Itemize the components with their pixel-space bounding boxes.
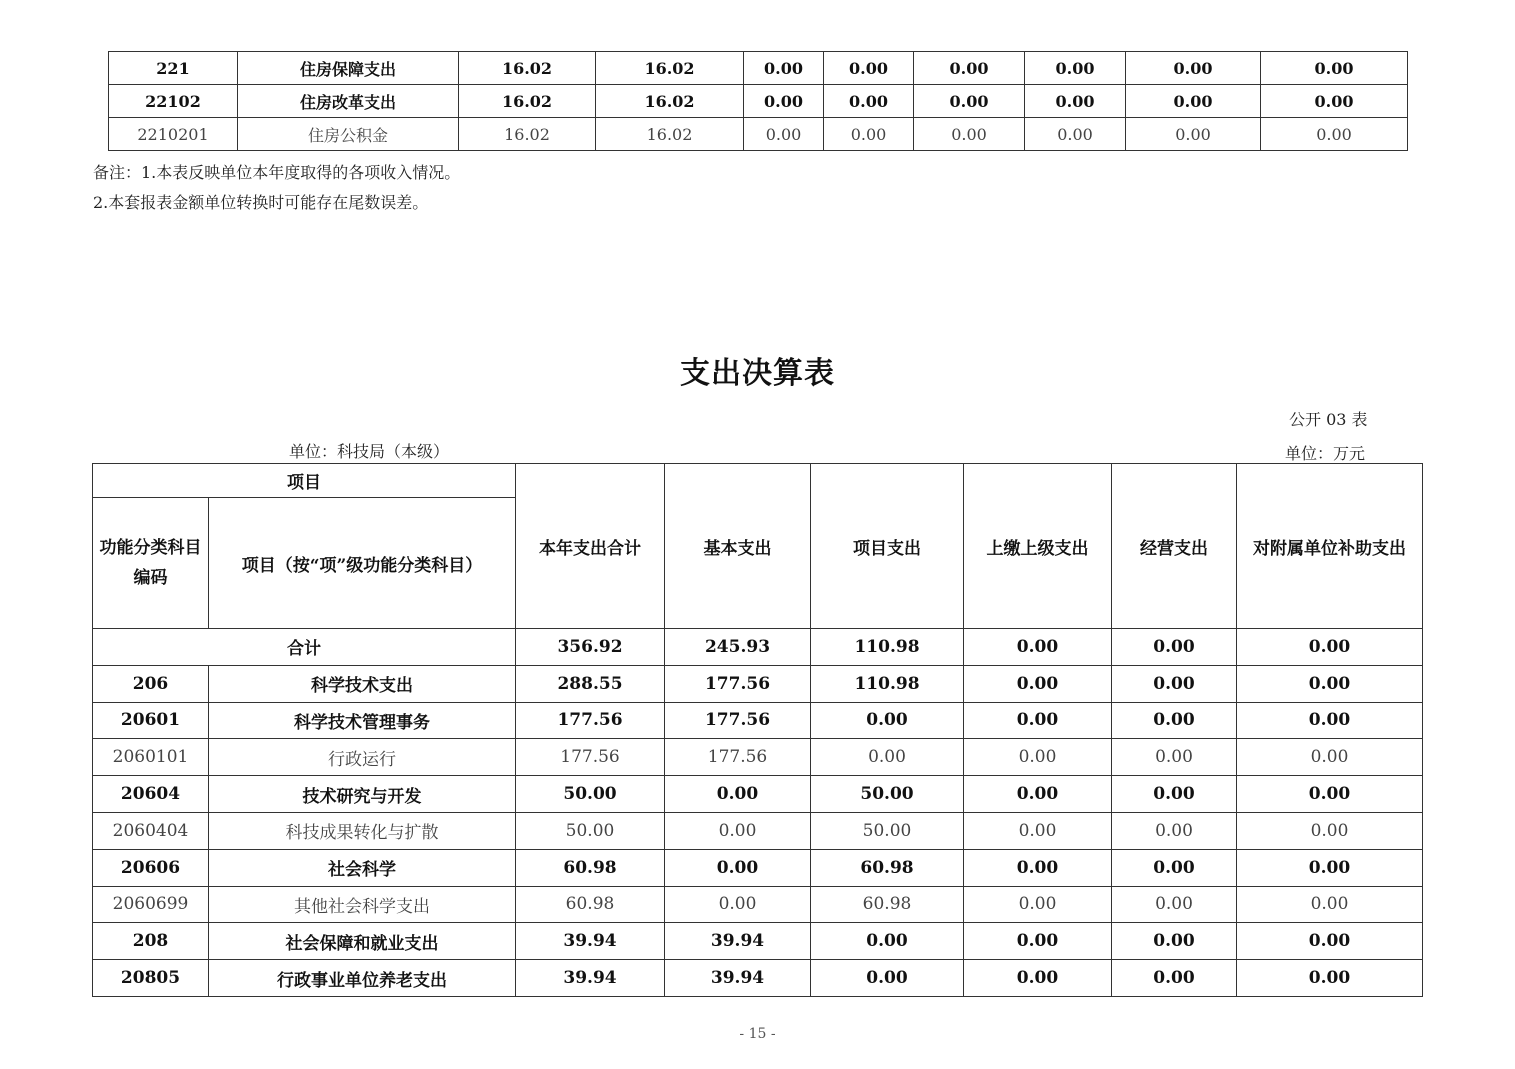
table-cell: 0.00 — [744, 118, 824, 151]
table-cell: 0.00 — [1126, 85, 1261, 118]
row-value: 39.94 — [516, 960, 665, 997]
row-value: 0.00 — [964, 960, 1112, 997]
table-cell: 0.00 — [824, 52, 914, 85]
row-value: 0.00 — [1112, 923, 1237, 960]
row-name: 科学技术支出 — [209, 665, 516, 702]
row-value: 60.98 — [516, 886, 665, 923]
row-value: 0.00 — [1112, 665, 1237, 702]
page-number: - 15 - — [739, 1026, 776, 1042]
note-line-2: 2.本套报表金额单位转换时可能存在尾数误差。 — [93, 193, 429, 212]
table-cell: 住房保障支出 — [238, 52, 459, 85]
table-cell: 221 — [109, 52, 238, 85]
total-value: 0.00 — [1112, 629, 1237, 666]
table-cell: 0.00 — [1025, 85, 1126, 118]
row-code: 208 — [93, 923, 209, 960]
table-cell: 16.02 — [459, 118, 596, 151]
row-code: 20601 — [93, 702, 209, 739]
table-row — [109, 52, 1408, 85]
note-line-1: 备注：1.本表反映单位本年度取得的各项收入情况。 — [93, 163, 461, 182]
row-value: 0.00 — [1112, 849, 1237, 886]
table-cell: 住房公积金 — [238, 118, 459, 151]
row-value: 177.56 — [516, 739, 665, 776]
row-name: 科技成果转化与扩散 — [209, 812, 516, 849]
row-name: 行政运行 — [209, 739, 516, 776]
page-title: 支出决算表 — [680, 356, 835, 391]
header-project: 项目 — [93, 464, 516, 498]
row-value: 0.00 — [1112, 960, 1237, 997]
header-code — [93, 498, 209, 629]
row-value: 0.00 — [1112, 812, 1237, 849]
table-number: 公开 03 表 — [1289, 410, 1368, 429]
row-code: 20805 — [93, 960, 209, 997]
row-value: 0.00 — [964, 886, 1112, 923]
total-row — [93, 629, 1423, 666]
row-value: 177.56 — [665, 665, 811, 702]
row-value: 0.00 — [665, 812, 811, 849]
row-code: 20606 — [93, 849, 209, 886]
row-name: 科学技术管理事务 — [209, 702, 516, 739]
table-cell: 0.00 — [914, 85, 1025, 118]
row-value: 50.00 — [811, 812, 964, 849]
header-col-2: 项目支出 — [811, 464, 964, 629]
row-value: 60.98 — [811, 849, 964, 886]
row-value: 0.00 — [1112, 886, 1237, 923]
row-value: 0.00 — [1237, 849, 1423, 886]
row-value: 0.00 — [964, 812, 1112, 849]
row-value: 50.00 — [811, 776, 964, 813]
row-code: 2060101 — [93, 739, 209, 776]
row-name: 技术研究与开发 — [209, 776, 516, 813]
table-row — [93, 739, 1423, 776]
row-value: 50.00 — [516, 812, 665, 849]
table-row — [93, 665, 1423, 702]
header-col-4: 经营支出 — [1112, 464, 1237, 629]
table-row — [93, 923, 1423, 960]
table-cell: 16.02 — [459, 52, 596, 85]
row-name: 社会保障和就业支出 — [209, 923, 516, 960]
row-value: 0.00 — [665, 849, 811, 886]
row-value: 0.00 — [811, 960, 964, 997]
table-row — [93, 849, 1423, 886]
table-row — [109, 85, 1408, 118]
row-value: 0.00 — [964, 739, 1112, 776]
table-cell: 0.00 — [1261, 118, 1408, 151]
table-cell: 0.00 — [1025, 52, 1126, 85]
table-row — [93, 886, 1423, 923]
row-value: 288.55 — [516, 665, 665, 702]
header-col-5: 对附属单位补助支出 — [1237, 464, 1423, 629]
row-value: 0.00 — [1237, 960, 1423, 997]
table-cell: 0.00 — [914, 52, 1025, 85]
row-code: 2060404 — [93, 812, 209, 849]
total-value: 110.98 — [811, 629, 964, 666]
row-value: 177.56 — [665, 702, 811, 739]
row-value: 0.00 — [1237, 923, 1423, 960]
row-value: 0.00 — [811, 923, 964, 960]
row-value: 0.00 — [1112, 702, 1237, 739]
row-value: 0.00 — [1237, 776, 1423, 813]
row-value: 177.56 — [665, 739, 811, 776]
header-row-1 — [93, 464, 1423, 498]
row-value: 39.94 — [516, 923, 665, 960]
table-cell: 22102 — [109, 85, 238, 118]
row-value: 0.00 — [665, 776, 811, 813]
total-value: 0.00 — [964, 629, 1112, 666]
row-value: 0.00 — [811, 702, 964, 739]
row-name: 行政事业单位养老支出 — [209, 960, 516, 997]
table-cell: 0.00 — [1126, 52, 1261, 85]
row-value: 39.94 — [665, 960, 811, 997]
table-row — [93, 776, 1423, 813]
header-col-0: 本年支出合计 — [516, 464, 665, 629]
header-col-3: 上缴上级支出 — [964, 464, 1112, 629]
row-value: 0.00 — [1237, 702, 1423, 739]
header-code-line1: 功能分类科目 — [99, 538, 202, 558]
row-code: 2060699 — [93, 886, 209, 923]
table-cell: 2210201 — [109, 118, 238, 151]
total-label: 合计 — [93, 629, 516, 666]
row-value: 177.56 — [516, 702, 665, 739]
table-cell: 0.00 — [744, 85, 824, 118]
row-value: 0.00 — [964, 923, 1112, 960]
table-cell: 16.02 — [596, 118, 744, 151]
unit-organization: 单位：科技局（本级） — [289, 442, 450, 461]
row-value: 0.00 — [1237, 739, 1423, 776]
table-cell: 16.02 — [459, 85, 596, 118]
table-cell: 0.00 — [744, 52, 824, 85]
table-cell: 0.00 — [824, 118, 914, 151]
table-cell: 0.00 — [1261, 52, 1408, 85]
row-value: 60.98 — [516, 849, 665, 886]
header-item: 项目（按“项”级功能分类科目） — [209, 498, 516, 629]
row-value: 50.00 — [516, 776, 665, 813]
row-value: 0.00 — [1237, 812, 1423, 849]
table-cell: 16.02 — [596, 85, 744, 118]
row-value: 0.00 — [964, 665, 1112, 702]
row-name: 其他社会科学支出 — [209, 886, 516, 923]
table-cell: 16.02 — [596, 52, 744, 85]
row-value: 0.00 — [964, 702, 1112, 739]
row-value: 0.00 — [1237, 886, 1423, 923]
table-cell: 0.00 — [914, 118, 1025, 151]
table-row — [93, 960, 1423, 997]
table-cell: 0.00 — [1025, 118, 1126, 151]
total-value: 0.00 — [1237, 629, 1423, 666]
row-value: 0.00 — [665, 886, 811, 923]
row-code: 206 — [93, 665, 209, 702]
row-code: 20604 — [93, 776, 209, 813]
total-value: 245.93 — [665, 629, 811, 666]
table-row — [93, 702, 1423, 739]
row-value: 0.00 — [964, 849, 1112, 886]
table-row — [93, 812, 1423, 849]
row-value: 0.00 — [811, 739, 964, 776]
row-value: 0.00 — [1112, 776, 1237, 813]
table-cell: 0.00 — [1261, 85, 1408, 118]
table-cell: 0.00 — [824, 85, 914, 118]
table-cell: 住房改革支出 — [238, 85, 459, 118]
unit-currency: 单位：万元 — [1285, 444, 1366, 463]
header-code-line2: 编码 — [133, 568, 168, 588]
header-col-1: 基本支出 — [665, 464, 811, 629]
row-value: 60.98 — [811, 886, 964, 923]
income-continuation-table — [108, 51, 1408, 151]
table-cell: 0.00 — [1126, 118, 1261, 151]
row-value: 0.00 — [1112, 739, 1237, 776]
row-value: 0.00 — [1237, 665, 1423, 702]
table-row — [109, 118, 1408, 151]
row-value: 39.94 — [665, 923, 811, 960]
total-value: 356.92 — [516, 629, 665, 666]
expenditure-table — [92, 463, 1423, 997]
row-value: 0.00 — [964, 776, 1112, 813]
row-value: 110.98 — [811, 665, 964, 702]
row-name: 社会科学 — [209, 849, 516, 886]
